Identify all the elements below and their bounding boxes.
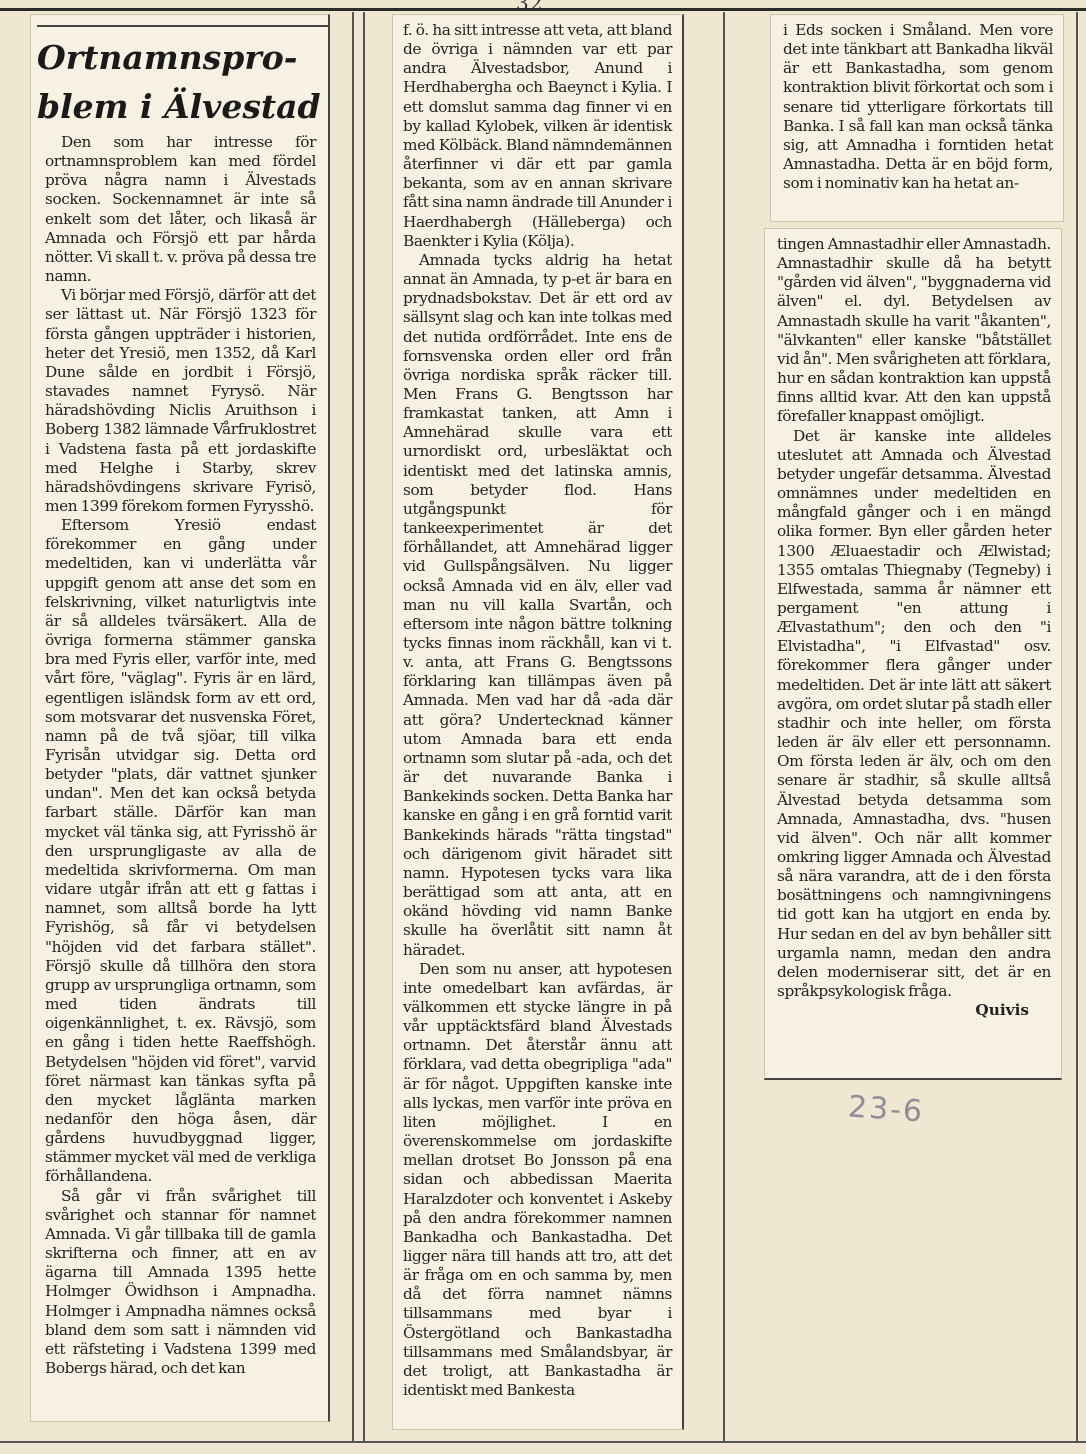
paragraph: Den som nu anser, att hypotesen inte omedelbart kan avfärdas, är välkommen ett stycke längre in på vår upptäcktsfärd bland Älvestads ortnamn. Det återstår ännu att förklara, vad detta obegripliga "ada" är för något. Uppgiften kanske inte alls lyckas, men varför inte pröva en liten möjlighet. I en överenskommelse om jordaskifte mellan drotset Bo Jonsson på ena sidan och abbedissan Maerita Haralzdoter och konventet i Askeby på den andra förekommer namnen Bankadha och Bankastadha. Det ligger nära till hands att tro, att det är fråga om en och samma by, men då det förra namnet nämns tillsammans med byar i Östergötland och Bankastadha tillsammans med Smålandsbyar, är det troligt, att Bankastadha är identiskt med Bankesta xyxy=(403,959,672,1400)
bottom-rule xyxy=(0,1441,1086,1443)
paragraph: i Eds socken i Småland. Men vore det inte tänkbart att Bankadha likväl är ett Bankastadha, som genom kontraktion blivit förkortat och som i senare tid ytterligare förkortats till Banka. I så fall kan man också tänka sig, att Amnadha i forntiden hetat Amnastadha. Detta är en böjd form, som i nominativ kan ha hetat an- xyxy=(783,21,1053,193)
top-rule xyxy=(0,8,1086,11)
paragraph: Den som har intresse för ortnamnsproblem kan med fördel pröva några namn i Älvestads socken. Sockennamnet är inte så enkelt som det låter, och likaså är Amnada och Försjö ett par hårda nötter. Vi skall t. v. pröva på dessa tre namn. xyxy=(45,133,316,286)
column-rule xyxy=(352,12,354,1442)
column-rule xyxy=(363,12,365,1442)
paragraph: Amnada tycks aldrig ha hetat annat än Amnada, ty p-et är bara en prydnadsbokstav. Det är ett ord av sällsynt slag och kan inte tolkas med det nutida ordförrådet. Inte ens de fornsvenska orden eller ord från övriga nordiska språk räcker till. Men Frans G. Bengtsson har framkastat tanken, att Amn i Amnehärad skulle vara ett urnordiskt ord, urbesläktat och identiskt med det latinska amnis, som betyder flod. Hans utgångspunkt för tankeexperimentet är det förhållandet, att Amnehärad ligger vid Gullspångsälven. Nu ligger också Amnada vid en älv, eller vad man nu vill kalla Svartån, och eftersom inte någon bättre tolkning tycks finnas inom räckhåll, kan vi t. v. anta, att Frans G. Bengtssons förklaring kan tillämpas även på Amnada. Men vad har då -ada där att göra? Undertecknad känner utom Amnada bara ett enda ortnamn som slutar på -ada, och det är det nuvarande Banka i Bankekinds socken. Detta Banka har kanske en gång i en grå forntid varit Bankekinds härads "rätta tingstad" och därigenom givit häradet sitt namn. Hypotesen tycks vara lika berättigad som att anta, att en okänd hövding vid namn Banke skulle ha överlåtit sitt namn åt häradet. xyxy=(403,250,672,959)
author-signature: Quivis xyxy=(975,1001,1029,1020)
headline-line-1: Ortnamnspro- xyxy=(37,38,298,77)
headline-line-2: blem i Älvestad xyxy=(37,87,321,126)
article-headline xyxy=(37,25,328,131)
article-column-3-top xyxy=(770,14,1064,222)
paragraph: f. ö. ha sitt intresse att veta, att bland de övriga i nämnden var ett par andra Älvestadsbor, Anund i Herdhabergha och Baeynct i Kylia. I ett domslut samma dag finner vi en by kallad Kylobek, vilken är identisk med Kölbäck. Bland nämndemännen återfinner vi där ett par gamla bekanta, som av en annan skrivare fått sina namn ändrade till Anunder i Haerdhabergh (Hälleberga) och Baenkter i Kylia (Kölja). xyxy=(403,21,672,250)
paragraph: Vi börjar med Försjö, därför att det ser lättast ut. När Försjö 1323 för första gången uppträder i historien, heter det Yresiö, men 1352, då Karl Dune sålde en jordbit i Försjö, stavades namnet Fyrysö. När häradshövding Niclis Aruithson i Boberg 1382 lämnade Vårfruklostret i Vadstena fasta på ett jordaskifte med Helghe i Starby, skrev häradshövdingens skrivare Fyrisö, men 1399 förekom formen Fyrysshö. xyxy=(45,286,316,515)
paragraph: Så går vi från svårighet till svårighet och stannar för namnet Amnada. Vi går tillbaka till de gamla skrifterna och finner, att en av ägarna till Amnada 1395 hette Holmger Öwidhson i Ampnadha. Holmger i Ampnadha nämnes också bland dem som satt i nämnden vid ett räfsteting i Vadstena 1399 med Bobergs härad, och det kan xyxy=(45,1186,316,1377)
article-column-1 xyxy=(30,14,330,1422)
paragraph: tingen Amnastadhir eller Amnastadh. Amnastadhir skulle då ha betytt "gården vid älven", "byggnaderna vid älven" el. dyl. Betydelsen av Amnastadh skulle ha varit "åkanten", "älvkanten" eller kanske "båtstället vid ån". Men svårigheten att förklara, hur en sådan kontraktion kan uppstå finns alltid kvar. Att den kan uppstå förefaller knappast omöjligt. xyxy=(777,235,1052,426)
paragraph: Eftersom Yresiö endast förekommer en gång under medeltiden, kan vi underlätta vår uppgift genom att anse det som en felskrivning, vilket naturligtvis inte är så alldeles tvärsäkert. Alla de övriga formerna stämmer ganska bra med Fyris eller, varför inte, med vårt före, "väglag". Fyris är en lärd, egentligen isländsk form av ett ord, som motsvarar det nusvenska Föret, namn på de två sjöar, till vilka Fyrisån utvidgar sig. Detta ord betyder "plats, där vattnet sjunker undan". Men det kan också betyda farbart ställe. Därför kan man mycket väl tänka sig, att Fyrisshö är den ursprungligaste av alla de medeltida skrivformerna. Om man vidare utgår ifrån att ett g fattas i namnet, som alltså borde ha lytt Fyrishög, så får vi betydelsen "höjden vid det farbara stället". Försjö skulle då tillhöra den stora grupp av ursprungliga ortnamn, som med tiden ändrats till oigenkännlighet, t. ex. Rävsjö, som en gång i tiden hette Raeffshögh. Betydelsen "höjden vid föret", varvid föret närmast kan tänkas syfta på den mycket låglänta marken nedanför den höga åsen, där gårdens huvudbyggnad ligger, stämmer mycket väl med de verkliga förhållandena. xyxy=(45,516,316,1186)
article-column-2 xyxy=(392,14,684,1430)
handwritten-date-note: 23-6 xyxy=(846,1089,926,1130)
column-rule xyxy=(1076,12,1078,1442)
paragraph: Det är kanske inte alldeles uteslutet att Amnada och Älvestad betyder ungefär detsamma. Älvestad omnämnes under medeltiden en mångfald gånger och i en mängd olika former. Byn eller gården heter 1300 Æluaestadir och Ælwistad; 1355 omtalas Thiegnaby (Tegneby) i Elfwestada, samma år nämner ett pergament "en attung i Ælvastathum"; den och den "i Elvistadha", "i Elfvastad" osv. förekommer flera gånger under medeltiden. Det är inte lätt att säkert avgöra, om ordet slutar på stadh eller stadhir och inte heller, om första leden är älv eller ett personnamn. Om första leden är älv, och om den senare är stadhir, så skulle alltså Älvestad betyda detsamma som Amnada, Amnastadha, dvs. "husen vid älven". Och när allt kommer omkring ligger Amnada och Älvestad så nära varandra, att de i den första bosättningens och namngivningens tid gott kan ha utgjort en enda by. Hur sedan en del av byn behåller sitt urgamla namn, medan den andra delen moderniserar sitt, det är en språkpsykologisk fråga. xyxy=(777,426,1051,1001)
article-column-3-bottom xyxy=(764,228,1062,1080)
column-rule xyxy=(723,12,725,1442)
